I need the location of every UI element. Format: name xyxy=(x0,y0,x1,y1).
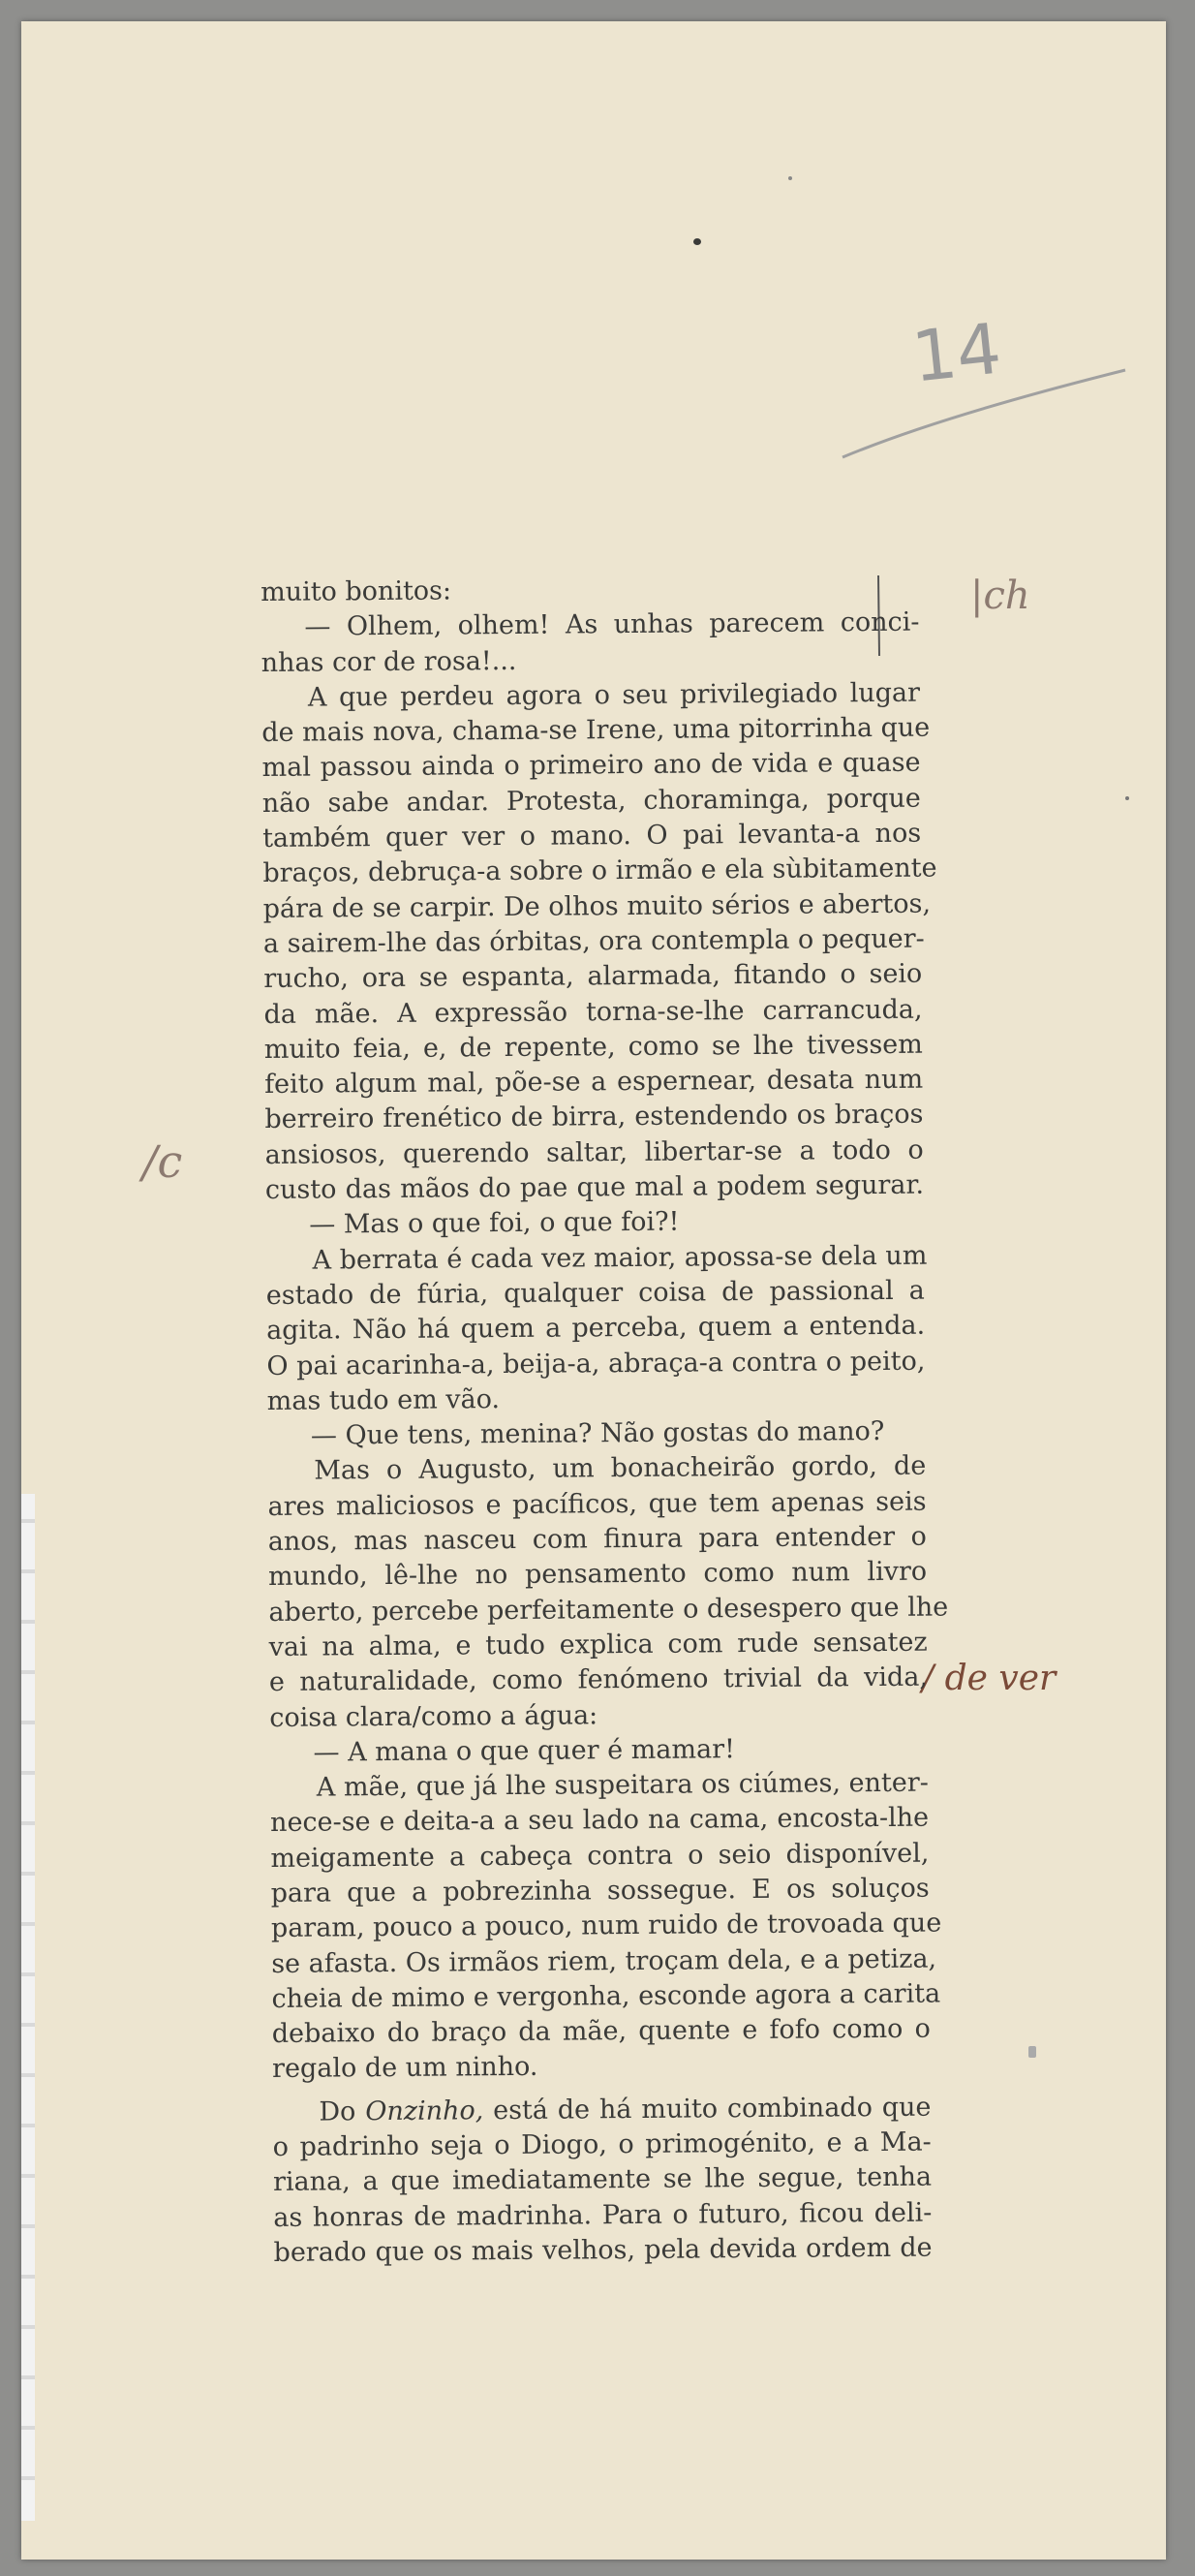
text-line: pára de se carpir. De olhos muito sérios e abertos, xyxy=(262,888,932,924)
text-line: Mas o Augusto, um bonacheirão gordo, de xyxy=(314,1451,927,1487)
page-number-note: 14 xyxy=(907,307,1005,398)
text-line: e naturalidade, como fenómeno trivial da vida, xyxy=(268,1661,929,1698)
text-line: o padrinho seja o Diogo, o primogénito, e a Ma- xyxy=(272,2126,932,2163)
ink-speck xyxy=(788,176,792,180)
text-line: mas tudo em vão. xyxy=(266,1383,501,1416)
text-line: mal passou ainda o primeiro ano de vida e quase xyxy=(261,748,921,784)
text-fragment: Do xyxy=(319,2095,366,2127)
text-line: estado de fúria, qualquer coisa de passional a xyxy=(265,1275,925,1311)
text-line: — Que tens, menina? Não gostas do mano? xyxy=(310,1416,885,1451)
text-line: anos, mas nasceu com finura para entender o xyxy=(267,1521,927,1557)
text-line: vai na alma, e tudo explica com rude sensatez xyxy=(268,1627,928,1662)
text-line: mundo, lê-lhe no pensamento como num livro xyxy=(267,1556,928,1593)
text-line: feito algum mal, põe-se a espernear, desata num xyxy=(264,1064,924,1101)
text-line: também quer ver o mano. O pai levanta-a nos xyxy=(262,818,922,854)
text-line: muito feia, e, de repente, como se lhe tivessem xyxy=(263,1029,923,1065)
text-line: agita. Não há quem a perceba, quem a entenda. xyxy=(266,1310,926,1347)
text-line: muito bonitos: xyxy=(260,575,452,607)
text-line: ares maliciosos e pacíficos, que tem apenas seis xyxy=(267,1486,927,1522)
text-line: para que a pobrezinha sossegue. E os soluços xyxy=(270,1873,930,1909)
text-line: O pai acarinha-a, beija-a, abraça-a contra o peito, xyxy=(266,1346,926,1381)
margin-note-right-top: |ch xyxy=(970,574,1030,618)
text-line: regalo de um ninho. xyxy=(271,2052,538,2085)
text-line: nece-se e deita-a a seu lado na cama, encosta-lhe xyxy=(269,1803,930,1839)
text-line: debaixo do braço da mãe, quente e fofo como o xyxy=(271,2013,931,2050)
text-line: — Olhem, olhem! As unhas parecem conci- xyxy=(304,606,920,642)
text-line: A que perdeu agora o seu privilegiado lugar xyxy=(307,677,921,713)
text-line: meigamente a cabeça contra o seio disponível, xyxy=(270,1838,930,1874)
color-calibration-strip xyxy=(21,1494,35,2521)
text-fragment-italic: Onzinho, xyxy=(365,2095,484,2126)
text-line: da mãe. A expressão torna-se-lhe carrancuda, xyxy=(263,994,923,1030)
text-line: — Mas o que foi, o que foi?! xyxy=(309,1206,680,1240)
text-line: se afasta. Os irmãos riem, troçam dela, e a petiza, xyxy=(271,1943,937,1979)
text-line: aberto, percebe perfeitamente o desespero que lhe xyxy=(268,1592,949,1628)
text-line: ansiosos, querendo saltar, libertar-se a todo o xyxy=(264,1134,924,1170)
text-line: coisa clara/como a água: xyxy=(269,1699,598,1733)
text-line xyxy=(272,2090,931,2130)
text-fragment: está de há muito combinado que xyxy=(483,2092,932,2126)
text-line: não sabe andar. Protesta, choraminga, porque xyxy=(261,783,921,819)
text-line: param, pouco a pouco, num ruido de trovoada que xyxy=(270,1908,942,1944)
text-line: as honras de madrinha. Para o futuro, ficou deli- xyxy=(273,2197,933,2233)
text-line: A berrata é cada vez maior, apossa-se dela um xyxy=(312,1240,928,1276)
text-line: custo das mãos do pae que mal a podem segurar. xyxy=(264,1169,925,1206)
body-text xyxy=(260,571,949,2272)
text-line: — A mana o que quer é mamar! xyxy=(313,1733,736,1768)
text-line: nhas cor de rosa!... xyxy=(260,645,517,678)
text-line: braços, debruça-a sobre o irmão e ela sùbitamente xyxy=(262,853,937,889)
page-number-underline xyxy=(835,351,1145,467)
text-line: riana, a que imediatamente se lhe segue, tenha xyxy=(272,2161,933,2198)
text-line: rucho, ora se espanta, alarmada, fitando o seio xyxy=(263,958,923,995)
text-line: berado que os mais velhos, pela devida ordem de xyxy=(273,2232,933,2268)
margin-note-right-mid: / de ver xyxy=(922,1659,1057,1698)
margin-note-left-mid: /c xyxy=(142,1135,183,1188)
ink-speck xyxy=(693,238,701,245)
text-line: A mãe, que já lhe suspeitara os ciúmes, enter- xyxy=(316,1767,929,1803)
ink-speck xyxy=(1028,2046,1036,2058)
text-line: a sairem-lhe das órbitas, ora contempla o pequer- xyxy=(262,923,925,959)
text-line: de mais nova, chama-se Irene, uma pitorrinha que xyxy=(261,712,931,749)
document-page xyxy=(21,21,1166,2560)
text-line: cheia de mimo e vergonha, esconde agora a carita xyxy=(271,1978,941,2014)
text-line: berreiro frenético de birra, estendendo os braços xyxy=(264,1100,924,1135)
ink-speck xyxy=(1125,796,1129,800)
